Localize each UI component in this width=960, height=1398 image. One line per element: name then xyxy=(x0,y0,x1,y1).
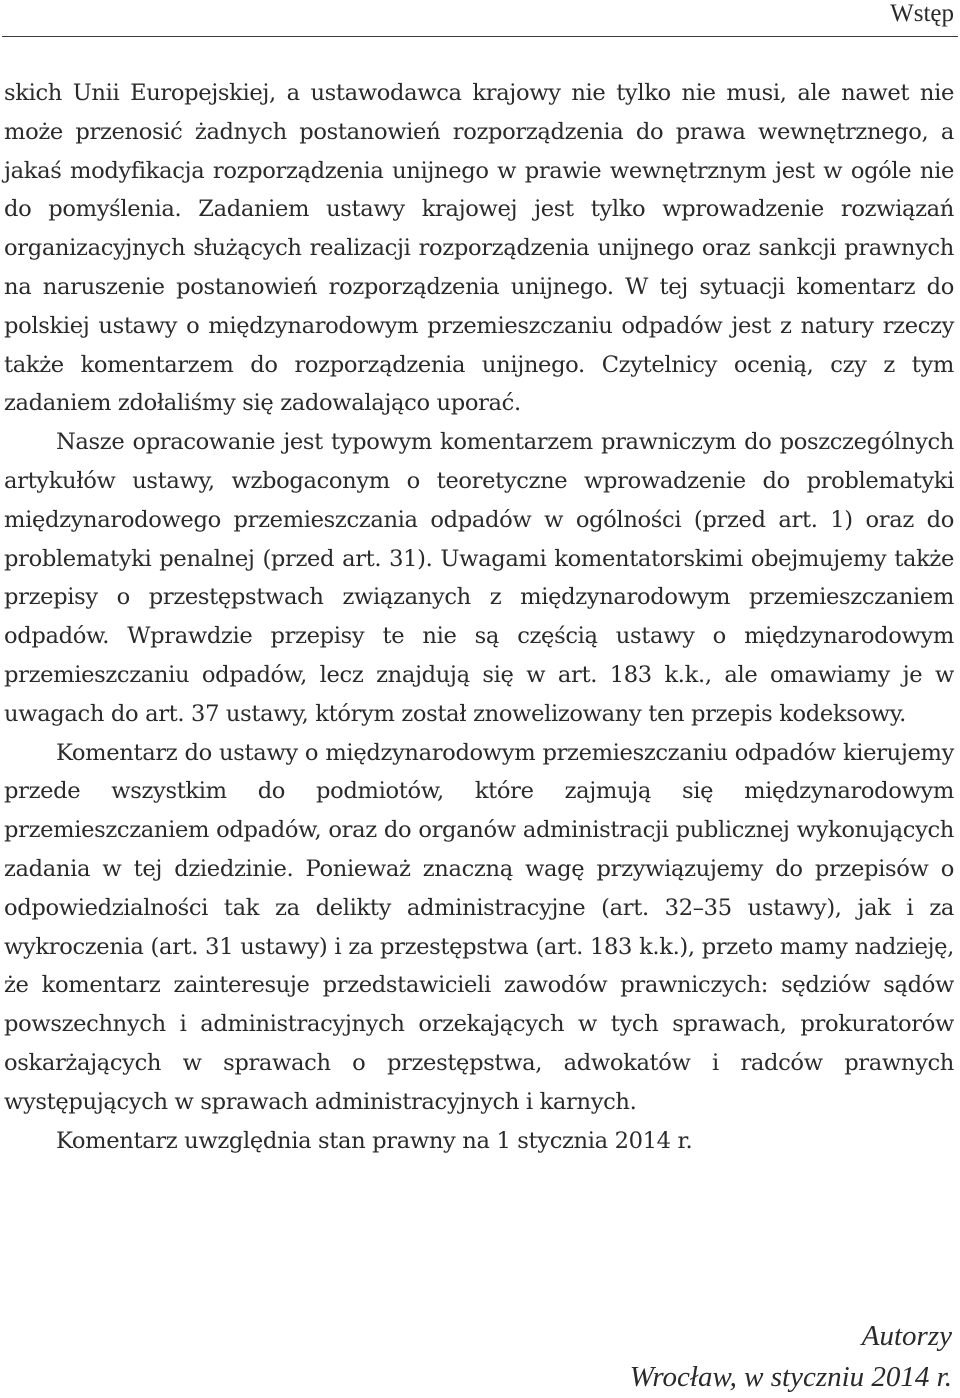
paragraph: Nasze opracowanie jest typowym komentarzem prawniczym do poszczególnych artykułów ustawy, wzbogaconym o teoretyczne wprowadzenie do problematyki międzynarodowego przemieszczania odpadów w ogólności (przed art. 1) oraz do problematyki penalnej (przed art. 31). Uwagami komentatorskimi obejmujemy także przepisy o przestępstwach związanych z międzynarodowym przemieszczaniem odpadów. Wprawdzie przepisy te nie są częścią ustawy o międzynarodowym przemieszczaniu odpadów, lecz znajdują się w art. 183 k.k., ale omawiamy je w uwagach do art. 37 ustawy, którym został znowelizowany ten przepis kodeksowy. xyxy=(4,429,954,727)
paragraph-continuation: skich Unii Europejskiej, a ustawodawca krajowy nie tylko nie musi, ale nawet nie może przenosić żadnych postanowień rozporządzenia do prawa wewnętrznego, a jakaś modyfikacja rozporządzenia unijnego w prawie wewnętrznym jest w ogóle nie do pomyślenia. Zadaniem ustawy krajowej jest tylko wprowadzenie rozwiązań organizacyjnych służących realizacji rozporządzenia unijnego oraz sankcji prawnych na naruszenie postanowień rozporządzenia unijnego. W tej sytuacji komentarz do polskiej ustawy o międzynarodowym przemieszczaniu odpadów jest z natury rzeczy także komentarzem do rozporządzenia unijnego. Czytelnicy ocenią, czy z tym zadaniem zdołaliśmy się zadowalająco uporać. xyxy=(4,80,954,417)
running-head: Wstęp xyxy=(890,0,954,27)
paragraph: Komentarz do ustawy o międzynarodowym przemieszczaniu odpadów kierujemy przede wszystkim do podmiotów, które zajmują się międzynarodowym przemieszczaniem odpadów, oraz do organów administracji publicznej wykonujących zadania w tej dziedzinie. Ponieważ znaczną wagę przywiązujemy do przepisów o odpowiedzialności tak za delikty administracyjne (art. 32–35 ustawy), jak i za wykroczenia (art. 31 ustawy) i za przestępstwa (art. 183 k.k.), przeto mamy nadzieję, że komentarz zainteresuje przedstawicieli zawodów prawniczych: sędziów sądów powszechnych i administracyjnych orzekających w tych sprawach, prokuratorów oskarżających w sprawach o przestępstwa, adwokatów i radców prawnych występujących w sprawach administracyjnych i karnych. xyxy=(4,739,954,1115)
body-text xyxy=(4,74,954,1160)
signature-place-date: Wrocław, w styczniu 2014 r. xyxy=(629,1361,952,1393)
paragraph: Komentarz uwzględnia stan prawny na 1 stycznia 2014 r. xyxy=(56,1127,693,1154)
signature-block xyxy=(630,1316,952,1398)
header-rule xyxy=(2,36,958,37)
signature-author: Autorzy xyxy=(861,1320,952,1352)
